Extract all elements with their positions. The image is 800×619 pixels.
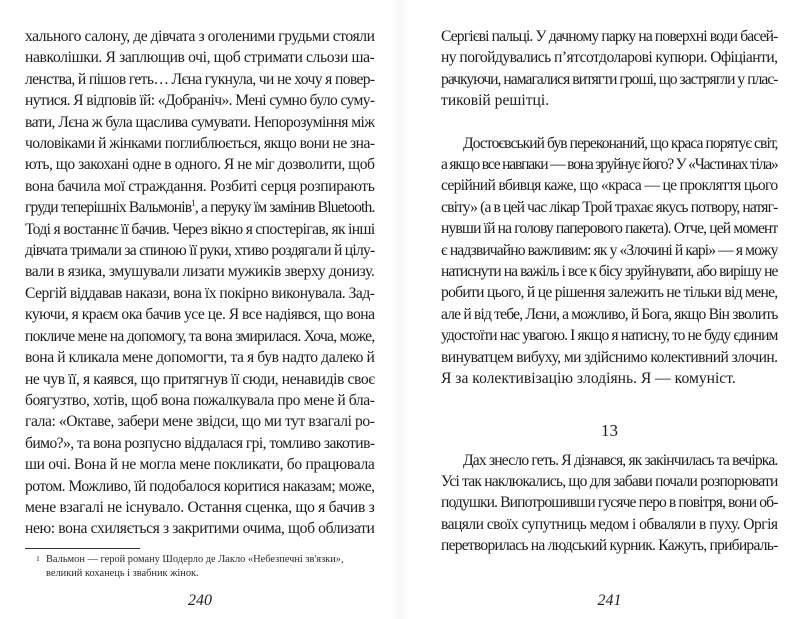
text-line: мене взагалі не існувало. Остання сценка, що я бачив з: [25, 498, 375, 516]
text-line: подушки. Випотрошивши гусяче перо в повітря, вони об-: [441, 494, 778, 512]
footnote-reference[interactable]: 1: [191, 198, 195, 209]
chapter-number: 13: [601, 420, 618, 440]
text-line: боягузтво, хотів, щоб вона пожалкувала про мене й бла-: [25, 391, 375, 409]
text-line: ну погойдувались п’ятсотдоларові купюри. Офіціанти,: [441, 49, 778, 67]
text-line: Дах знесло геть. Я дізнався, як закінчилась та вечірка.: [463, 451, 778, 469]
text-fragment: груди теперішніх Вальмонів: [25, 199, 192, 217]
text-line: нувши їй на голову паперового пакета). Отче, цей момент: [441, 220, 778, 238]
footnote-text: Вальмон — герой роману Шодерло де Лакло «Небезпечні зв'язки», великий коханець і звабник жінок.: [46, 553, 344, 579]
text-line: дівчата тримали за спиною її руки, хтиво роздягали й цілу-: [25, 242, 375, 260]
footnote: [25, 553, 375, 581]
text-line: нею: вона схиляється з закритими очима, щоб облизати: [25, 520, 375, 538]
text-line: робити цього, й це рішення залежить не тільки від мене,: [441, 284, 778, 302]
text-line: вацяли своїх супутниць медом і обваляли в пуху. Оргія: [441, 515, 778, 533]
text-line: вали в язика, змушували лизати мужиків зверху донизу.: [25, 263, 375, 281]
text-fragment: , а перуку їм замінив Bluetooth.: [194, 199, 375, 217]
text-line: куючи, я краєм ока бачив усе це. Я все надіявся, що вона: [25, 306, 375, 324]
text-line: Тоді я востаннє її бачив. Через вікно я спостерігав, як інші: [25, 220, 375, 238]
text-line: чоловіками й жінками поглиблюється, якщо вони не зна-: [25, 135, 375, 153]
text-line: перетворилась на людський курник. Кажуть, прибираль-: [441, 537, 778, 555]
text-line: вона бачила мої страждання. Розбиті серця розпирають: [25, 177, 375, 195]
text-line: Я за колективізацію злодіянь. Я — комуніст.: [441, 370, 736, 388]
text-line: Достоєвський був переконаний, що краса порятує світ,: [463, 134, 778, 152]
text-line: удостоїти нас увагою. І якщо я натисну, то не буду єдиним: [441, 327, 778, 345]
text-line: а якщо все навпаки — вона зруйнує його? У «Частинах тіла»: [441, 156, 778, 174]
text-line-with-footnote: [25, 197, 375, 218]
right-page-body: [441, 26, 778, 390]
paragraph-gap: [441, 112, 778, 133]
text-line: винуватцем вибуху, ми здійснимо колективний злочин.: [441, 348, 778, 366]
text-line: рачкуючи, намагалися витягти гроші, що застрягли у плас-: [441, 70, 778, 88]
text-line: є надзвичайно важливим: як у «Злочині й карі» — я можу: [441, 241, 778, 259]
text-line: Сергієві пальці. У дачному парку на поверхні води басей-: [441, 28, 778, 45]
text-line: ши очі. Вона й не могла мене покликати, бо працювала: [25, 456, 375, 474]
text-line: хального салону, де дівчата з оголеними грудьми стояли: [25, 28, 375, 45]
right-page: [400, 0, 800, 619]
text-line: навколішки. Я заплющив очі, щоб стримати сльози ша-: [25, 49, 375, 67]
text-line: покличе мене на допомогу, та вона змирилася. Хоча, може,: [25, 327, 375, 345]
text-line: нутися. Я відповів їй: «Добраніч». Мені сумно було суму-: [25, 92, 375, 110]
text-line: бимо?», та вона розпусно віддалася грі, томливо закотив-: [25, 434, 375, 452]
text-line: але й від тебе, Лєни, а можливо, й Бога, якщо Він зволить: [441, 305, 778, 323]
text-line: ротом. Можливо, їй подобалося коритися наказам; може,: [25, 477, 375, 495]
text-line: не чув її, я каявся, що притягнув її сюди, ненавидів своє: [25, 370, 375, 388]
page-number-left: 240: [188, 591, 212, 609]
text-line: натиснути на важіль і все к бісу зруйнувати, або вирішу не: [441, 263, 778, 281]
footnote-marker: 1: [36, 553, 40, 563]
text-line: ють, що закохані одне в одного. Я не міг дозволити, щоб: [25, 156, 375, 174]
page-number-right: 241: [597, 591, 622, 609]
footnote-divider: [25, 548, 140, 549]
text-line: гала: «Октаве, забери мене звідси, що ми тут взагалі ро-: [25, 413, 375, 431]
text-line: Сергій віддавав накази, вона їх покірно виконувала. Зад-: [25, 284, 375, 302]
text-line: серійний вбивця каже, що «краса — це прокляття цього: [441, 177, 778, 195]
text-line: вати, Лєна ж була щаслива сумувати. Непорозуміння між: [25, 113, 375, 131]
left-page-body: [25, 26, 375, 540]
chapter-13-body: [441, 450, 778, 557]
text-line: тиковій решітці.: [441, 92, 550, 110]
text-line: світу» (а в цей час лікар Трой трахає якусь потвору, натяг-: [441, 198, 778, 216]
text-line: ленства, й пішов геть… Лєна гукнула, чи не хочу я повер-: [25, 70, 375, 88]
text-line: вона й кликала мене допомогти, та я був надто далеко й: [25, 349, 375, 367]
text-line: Усі так наклюкались, що для забави почали розпорювати: [441, 472, 778, 490]
